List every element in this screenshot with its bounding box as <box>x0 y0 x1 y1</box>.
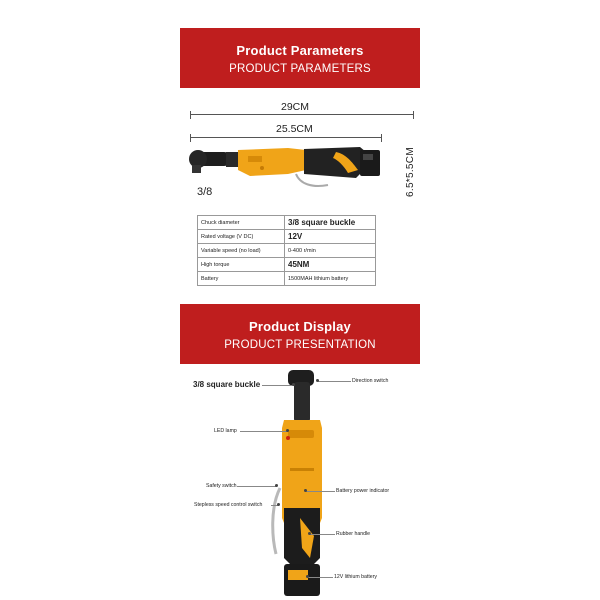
callout-line <box>306 491 335 492</box>
total-length-line <box>190 114 414 115</box>
callout-dot <box>286 429 289 432</box>
callout-line <box>262 385 294 386</box>
param-value: 1500MAH lithium battery <box>285 272 376 286</box>
callout-line <box>240 431 288 432</box>
head-size-label: 6.5*5.5CM <box>405 147 416 197</box>
callout-direction-switch: Direction switch <box>352 378 389 384</box>
callout-safety-switch: Safety switch <box>206 483 237 489</box>
body-length-line <box>190 137 382 138</box>
drive-size-label: 3/8 <box>197 186 213 198</box>
parameters-title: Product Parameters <box>236 43 364 58</box>
callout-dot <box>306 575 309 578</box>
callout-line <box>237 486 277 487</box>
param-value: 0-400 r/min <box>285 244 376 258</box>
param-key: High torque <box>198 258 285 272</box>
total-length-tick-left <box>190 111 191 119</box>
callout-rubber-handle: Rubber handle <box>336 531 371 537</box>
callout-stepless-switch: Stepless speed control switch <box>194 502 263 508</box>
callout-line <box>318 381 351 382</box>
display-subtitle: PRODUCT PRESENTATION <box>224 339 376 351</box>
display-banner <box>180 304 420 364</box>
total-length-tick-right <box>413 111 414 119</box>
parameters-banner <box>180 28 420 88</box>
callout-dot <box>275 484 278 487</box>
table-row <box>198 244 376 258</box>
total-length-label: 29CM <box>281 101 310 113</box>
table-row <box>198 230 376 244</box>
callout-dot <box>292 383 295 386</box>
callout-dot <box>304 489 307 492</box>
param-key: Battery <box>198 272 285 286</box>
param-value: 12V <box>285 230 376 244</box>
callout-line <box>308 577 333 578</box>
callout-battery-indicator: Battery power indicator <box>336 488 390 494</box>
param-key: Variable speed (no load) <box>198 244 285 258</box>
table-row <box>198 258 376 272</box>
param-key: Chuck diameter <box>198 216 285 230</box>
parameters-table <box>197 215 376 286</box>
parameters-subtitle: PRODUCT PARAMETERS <box>229 63 371 75</box>
callout-dot <box>308 532 311 535</box>
callout-battery: 12V lithium battery <box>334 574 377 580</box>
callout-dot <box>277 503 280 506</box>
callout-dot <box>316 379 319 382</box>
body-length-label: 25.5CM <box>276 123 313 135</box>
param-key: Rated voltage (V DC) <box>198 230 285 244</box>
display-title: Product Display <box>249 319 351 334</box>
table-row <box>198 272 376 286</box>
callout-square-buckle: 3/8 square buckle <box>193 380 261 389</box>
callout-led-lamp: LED lamp <box>214 428 237 434</box>
callout-line <box>310 534 335 535</box>
param-value: 45NM <box>285 258 376 272</box>
product-detail-column <box>180 0 420 600</box>
table-row <box>198 216 376 230</box>
ratchet-wrench-side-image <box>188 140 388 196</box>
param-value: 3/8 square buckle <box>285 216 376 230</box>
